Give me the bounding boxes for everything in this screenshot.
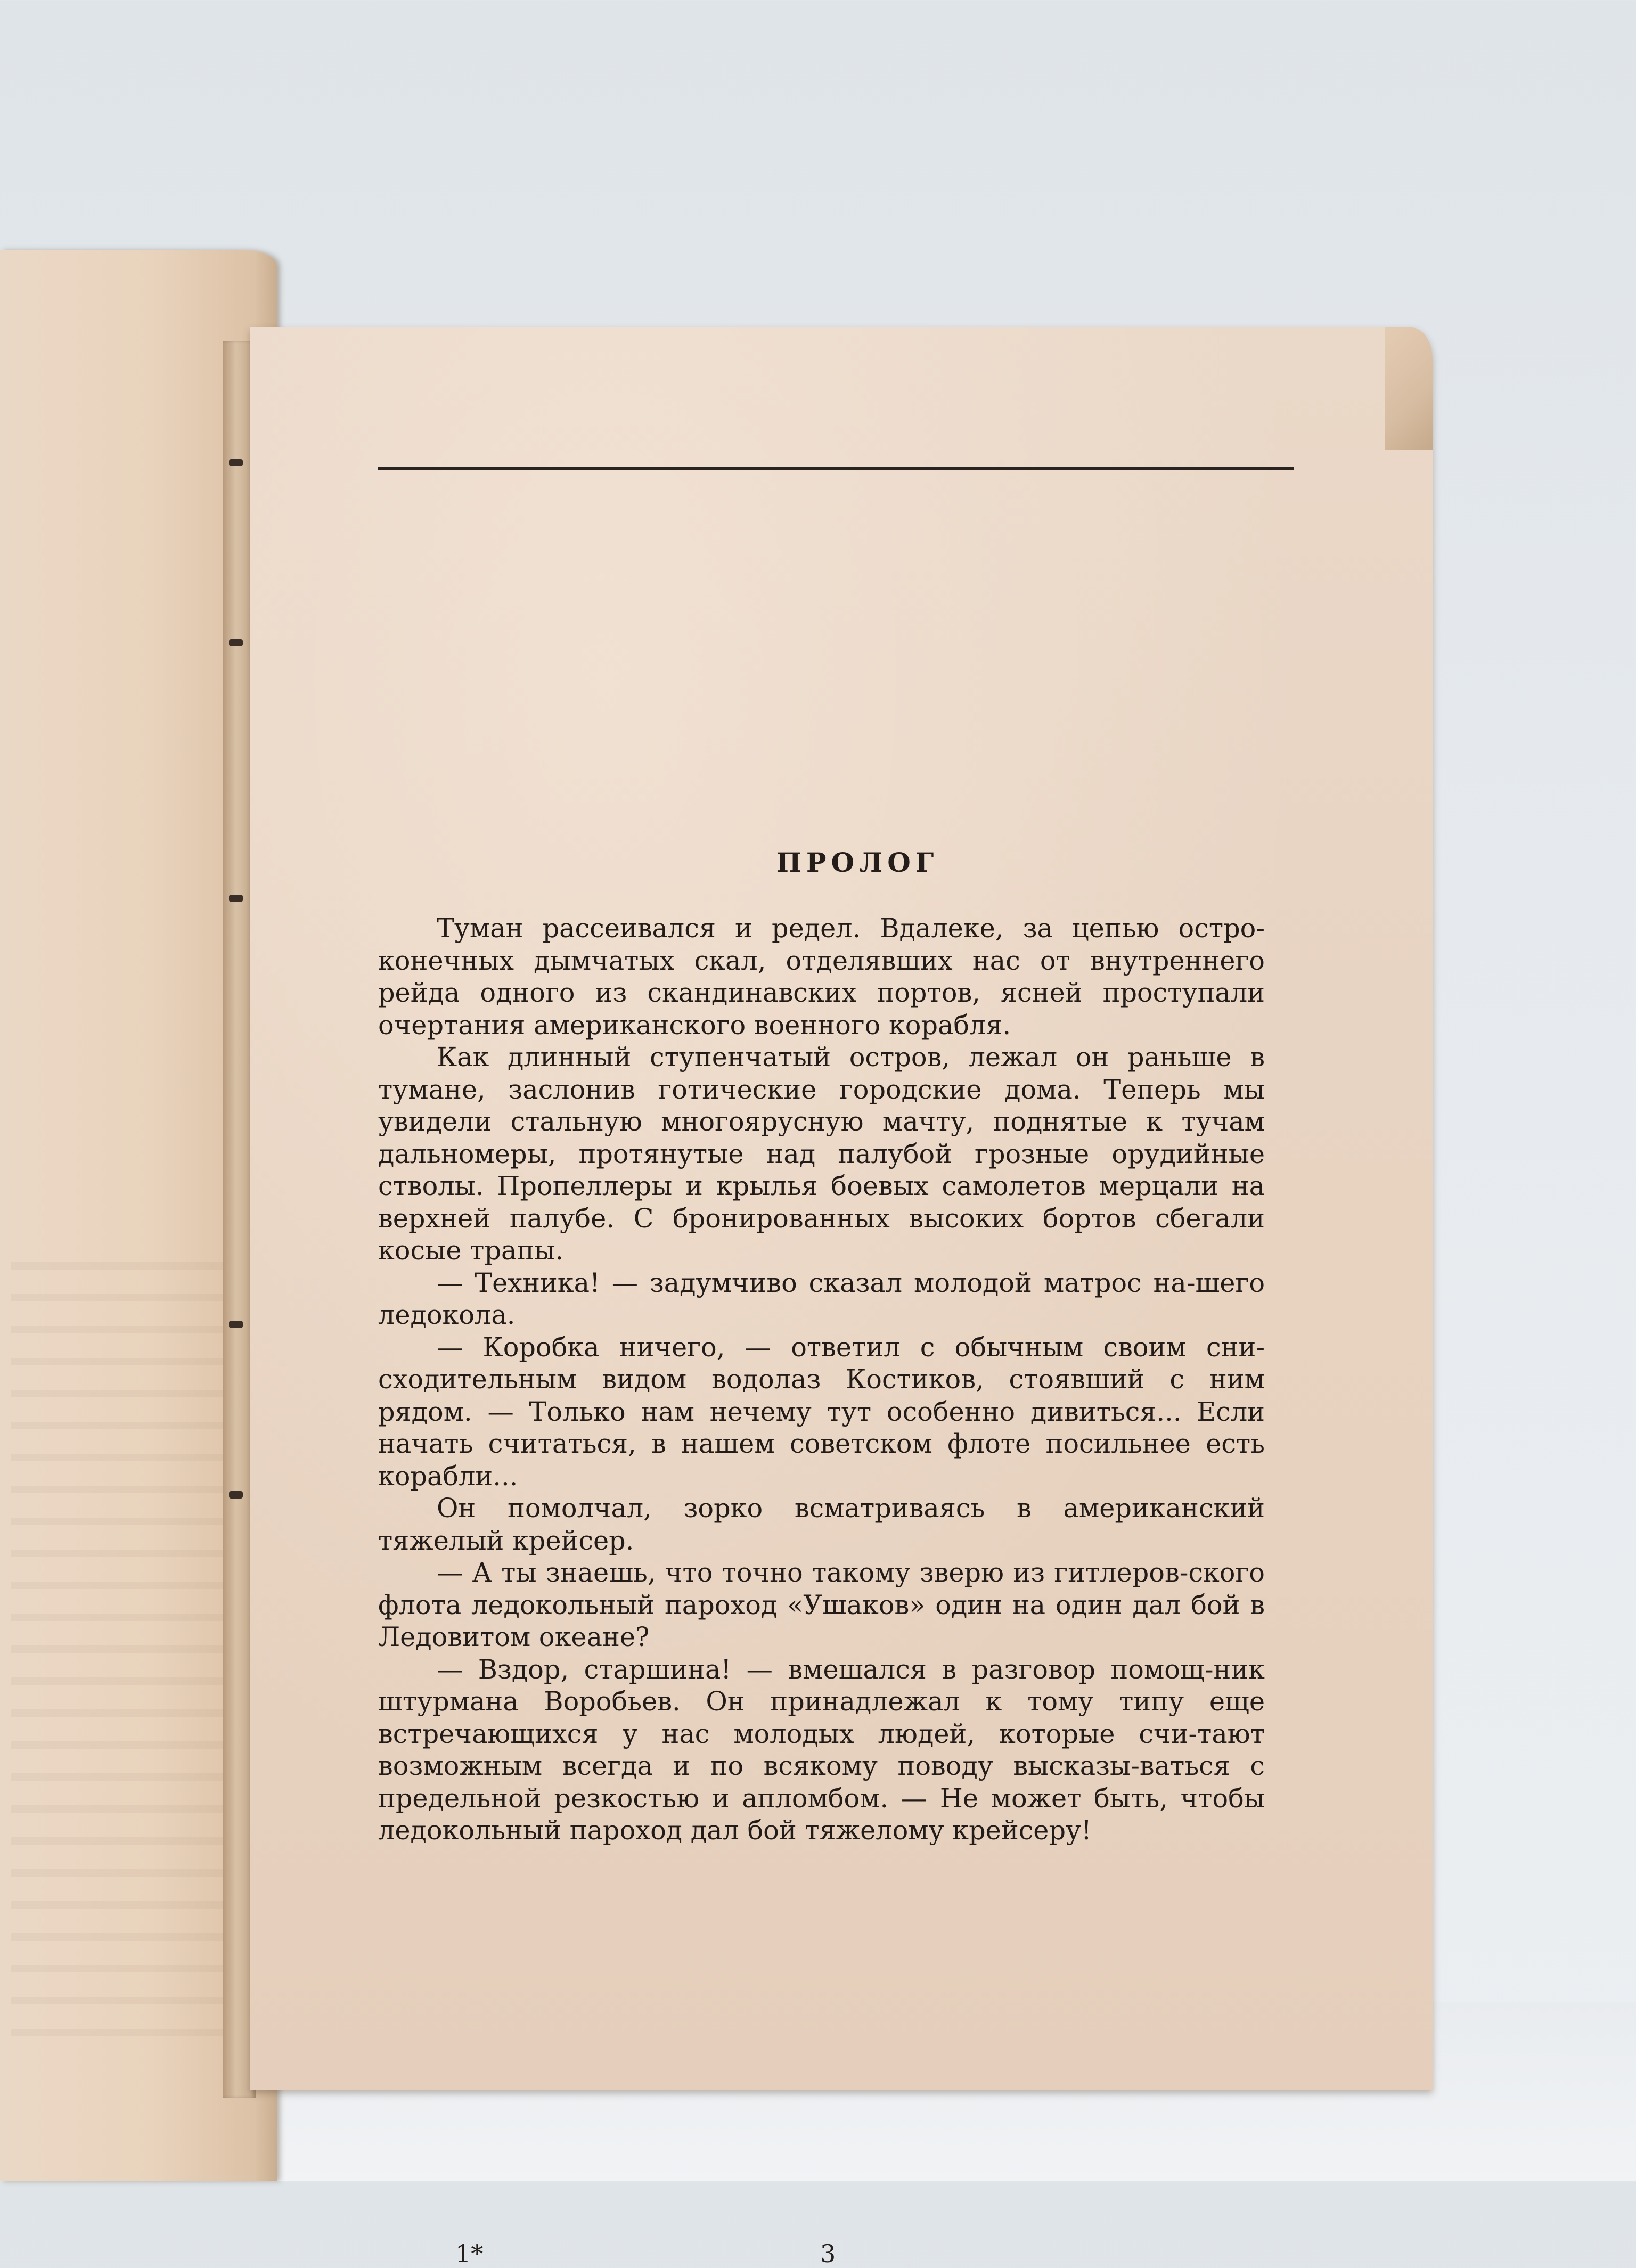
paragraph: — Техника! — задумчиво сказал молодой матрос на-шего ледокола. [378, 1267, 1265, 1330]
book-page [250, 327, 1433, 2268]
binding-stitch [229, 1491, 243, 1499]
chapter-title: ПРОЛОГ [776, 847, 939, 878]
binding-stitch [229, 895, 243, 902]
binding-stitch [229, 1321, 243, 1328]
header-rule [378, 467, 1294, 470]
body-text [378, 912, 1265, 1847]
binding-stitch [229, 459, 243, 466]
binding-stitch [229, 639, 243, 646]
paragraph: — Коробка ничего, — ответил с обычным своим сни-сходительным видом водолаз Костиков, стоявший с ним рядом. — Только нам нечему тут особенно дивиться... Если начать считаться, в нашем советском флоте посильнее есть корабли... [378, 1331, 1265, 1492]
paragraph: — А ты знаешь, что точно такому зверю из гитлеров-ского флота ледокольный пароход «Ушаков» один на один дал бой в Ледовитом океане? [378, 1557, 1265, 1652]
paragraph: Как длинный ступенчатый остров, лежал он раньше в тумане, заслонив готические городские дома. Теперь мы увидели стальную многоярусную мачту, поднятые к тучам дальномеры, протянутые над палубой грозные орудийные стволы. Пропеллеры и крылья боевых самолетов мерцали на верхней палубе. С бронированных высоких бортов сбегали косые трапы. [378, 1042, 1265, 1266]
paragraph: — Вздор, старшина! — вмешался в разговор помощ-ник штурмана Воробьев. Он принадлежал к тому типу еще встречающихся у нас молодых людей, которые счи-тают возможным всегда и по всякому поводу высказы-ваться с предельной резкостью и апломбом. — Не может быть, чтобы ледокольный пароход дал бой тяжелому крейсеру! [378, 1653, 1265, 1846]
paragraph: Туман рассеивался и редел. Вдалеке, за цепью остро-конечных дымчатых скал, отделявших нас от внутреннего рейда одного из скандинавских портов, ясней проступали очертания американского военного корабля. [378, 913, 1265, 1041]
page-number: 3 [820, 2239, 836, 2268]
dog-eared-corner [1385, 327, 1433, 450]
show-through-text [11, 1262, 234, 2061]
signature-mark: 1* [455, 2239, 484, 2268]
paragraph: Он помолчал, зорко всматриваясь в американский тяжелый крейсер. [378, 1493, 1265, 1556]
